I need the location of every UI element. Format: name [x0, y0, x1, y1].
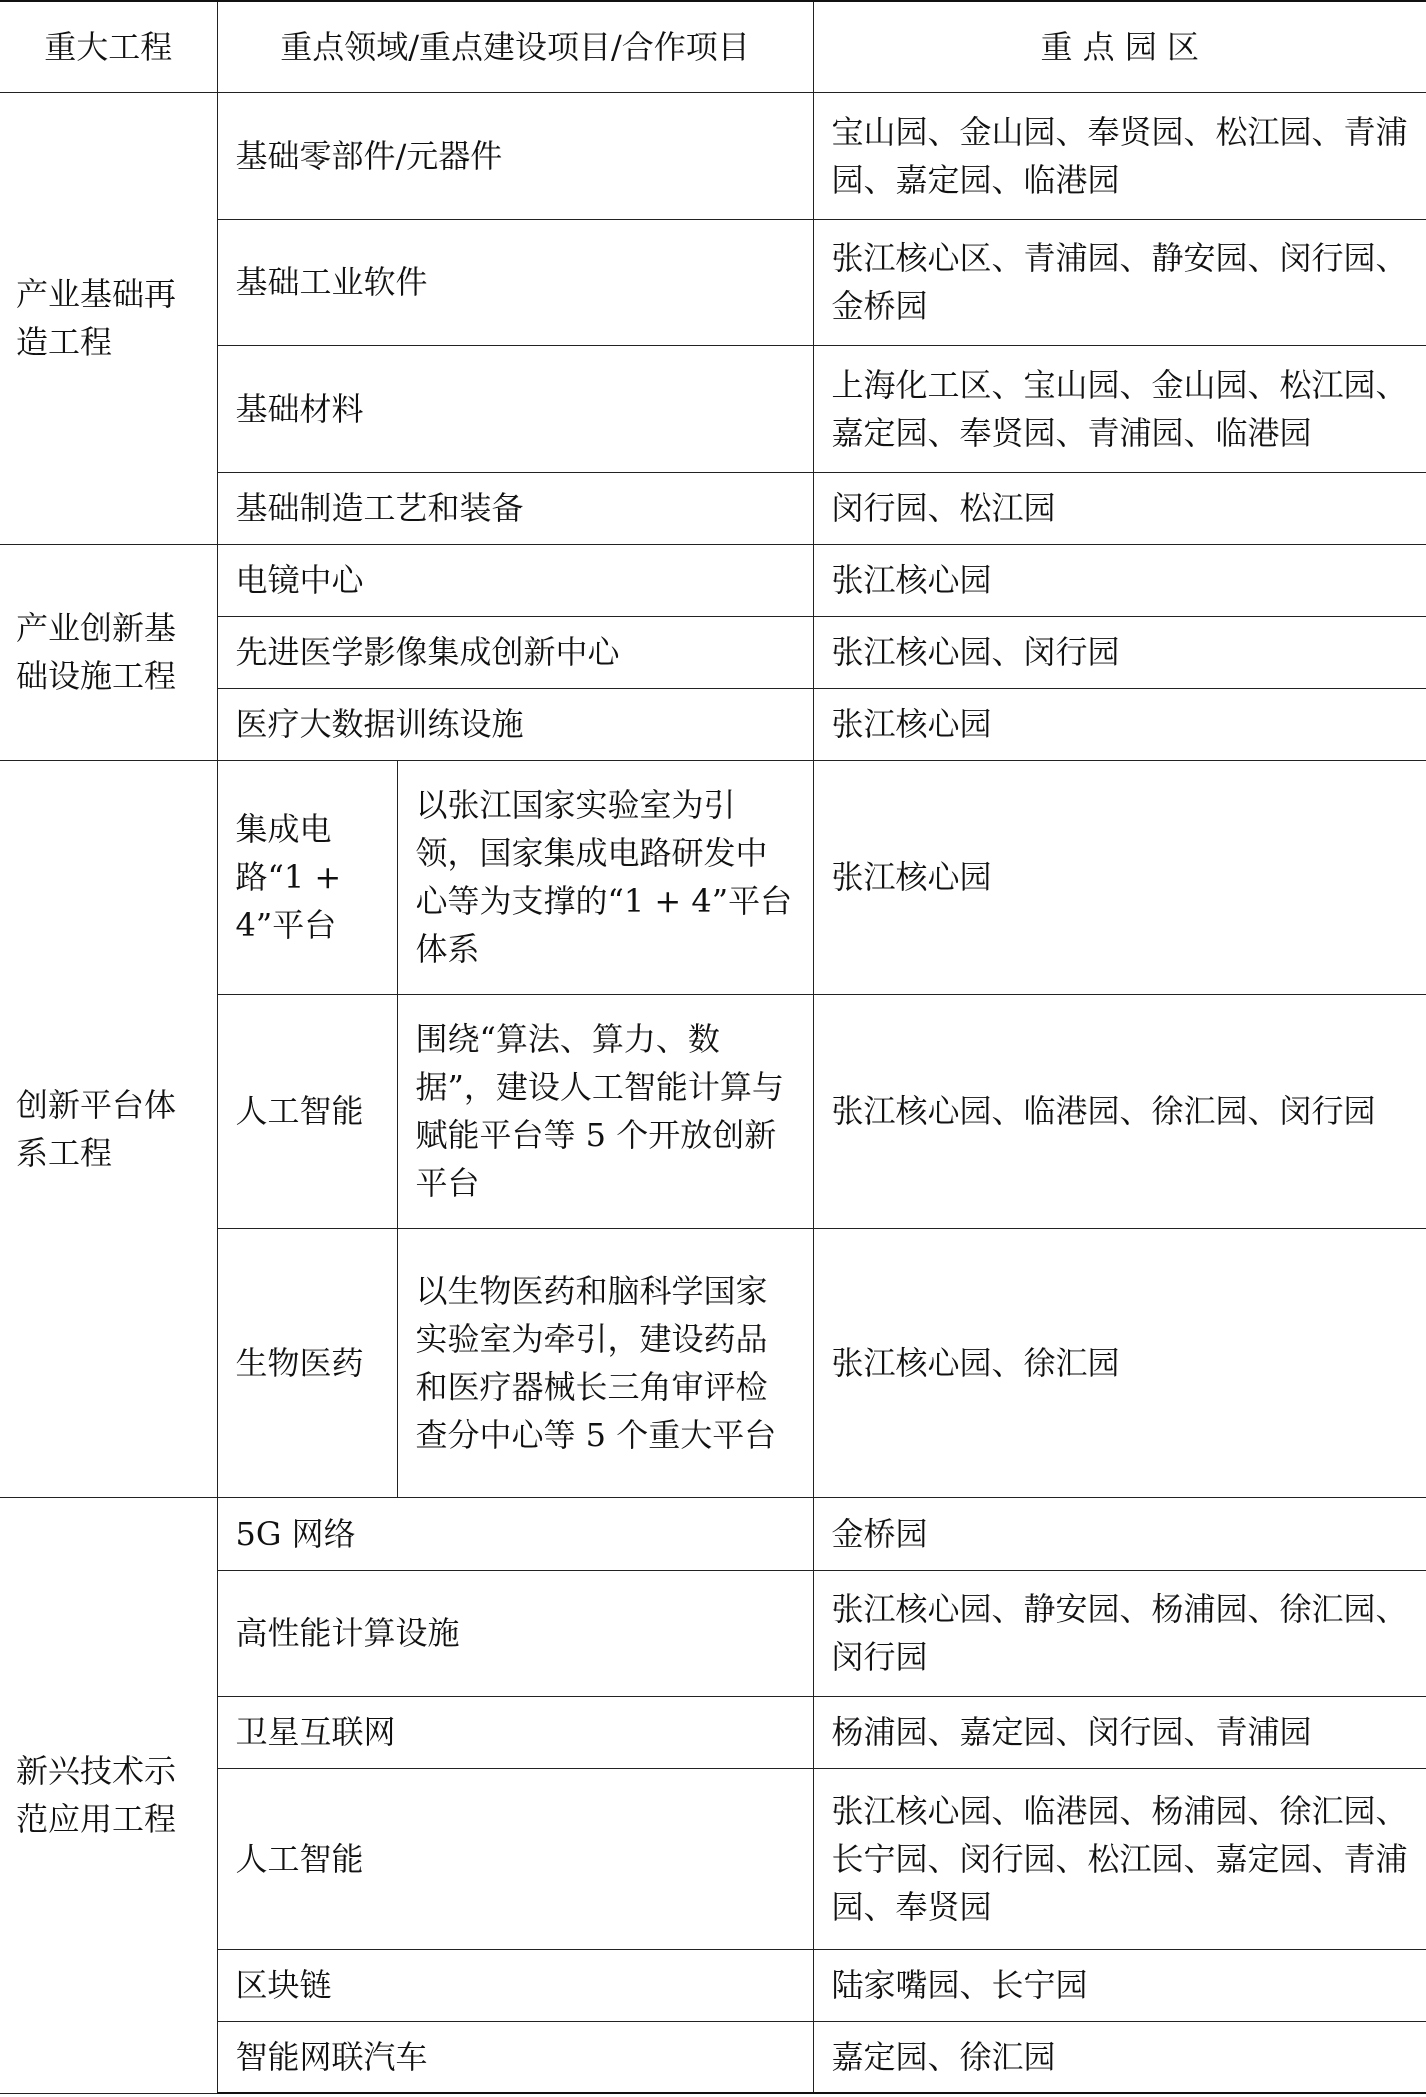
- parks-cell: 张江核心园: [813, 760, 1426, 994]
- field-cell: 生物医药: [217, 1228, 397, 1497]
- item-cell: 围绕“算法、算力、数据”，建设人工智能计算与赋能平台等 5 个开放创新平台: [397, 994, 813, 1228]
- item-cell: 基础材料: [217, 345, 813, 472]
- item-cell: 医疗大数据训练设施: [217, 688, 813, 760]
- parks-cell: 张江核心园: [813, 544, 1426, 616]
- section-name: 创新平台体系工程: [0, 760, 217, 1497]
- parks-cell: 金桥园: [813, 1497, 1426, 1570]
- item-cell: 基础零部件/元器件: [217, 92, 813, 219]
- item-cell: 基础制造工艺和装备: [217, 472, 813, 544]
- parks-cell: 陆家嘴园、长宁园: [813, 1949, 1426, 2021]
- item-cell: 卫星互联网: [217, 1696, 813, 1768]
- parks-cell: 张江核心园、静安园、杨浦园、徐汇园、闵行园: [813, 1570, 1426, 1696]
- item-cell: 以生物医药和脑科学国家实验室为牵引，建设药品和医疗器械长三角审评检查分中心等 5 个重大平台: [397, 1228, 813, 1497]
- parks-cell: 闵行园、松江园: [813, 472, 1426, 544]
- item-cell: 人工智能: [217, 1768, 813, 1949]
- item-cell: 5G 网络: [217, 1497, 813, 1570]
- header-key-parks: 重 点 园 区: [813, 1, 1426, 92]
- section-name: 新兴技术示范应用工程: [0, 1497, 217, 2093]
- header-major-project: 重大工程: [0, 1, 217, 92]
- field-cell: 人工智能: [217, 994, 397, 1228]
- parks-cell: 张江核心园: [813, 688, 1426, 760]
- item-cell: 基础工业软件: [217, 219, 813, 345]
- parks-cell: 上海化工区、宝山园、金山园、松江园、嘉定园、奉贤园、青浦园、临港园: [813, 345, 1426, 472]
- item-cell: 高性能计算设施: [217, 1570, 813, 1696]
- header-key-field: 重点领域/重点建设项目/合作项目: [217, 1, 813, 92]
- field-cell: 集成电路“1 + 4”平台: [217, 760, 397, 994]
- parks-cell: 杨浦园、嘉定园、闵行园、青浦园: [813, 1696, 1426, 1768]
- parks-cell: 张江核心园、临港园、杨浦园、徐汇园、长宁园、闵行园、松江园、嘉定园、青浦园、奉贤园: [813, 1768, 1426, 1949]
- table-row: [0, 760, 1426, 994]
- parks-cell: 张江核心区、青浦园、静安园、闵行园、金桥园: [813, 219, 1426, 345]
- item-cell: 智能网联汽车: [217, 2021, 813, 2093]
- item-cell: 以张江国家实验室为引领，国家集成电路研发中心等为支撑的“1 + 4”平台体系: [397, 760, 813, 994]
- item-cell: 区块链: [217, 1949, 813, 2021]
- parks-cell: 张江核心园、闵行园: [813, 616, 1426, 688]
- item-cell: 电镜中心: [217, 544, 813, 616]
- table-row: [0, 1497, 1426, 1570]
- parks-cell: 嘉定园、徐汇园: [813, 2021, 1426, 2093]
- section-name: 产业创新基础设施工程: [0, 544, 217, 760]
- table-row: [0, 92, 1426, 219]
- parks-cell: 张江核心园、临港园、徐汇园、闵行园: [813, 994, 1426, 1228]
- item-cell: 先进医学影像集成创新中心: [217, 616, 813, 688]
- parks-cell: 宝山园、金山园、奉贤园、松江园、青浦园、嘉定园、临港园: [813, 92, 1426, 219]
- parks-cell: 张江核心园、徐汇园: [813, 1228, 1426, 1497]
- header-row: [0, 1, 1426, 92]
- table-row: [0, 544, 1426, 616]
- section-name: 产业基础再造工程: [0, 92, 217, 544]
